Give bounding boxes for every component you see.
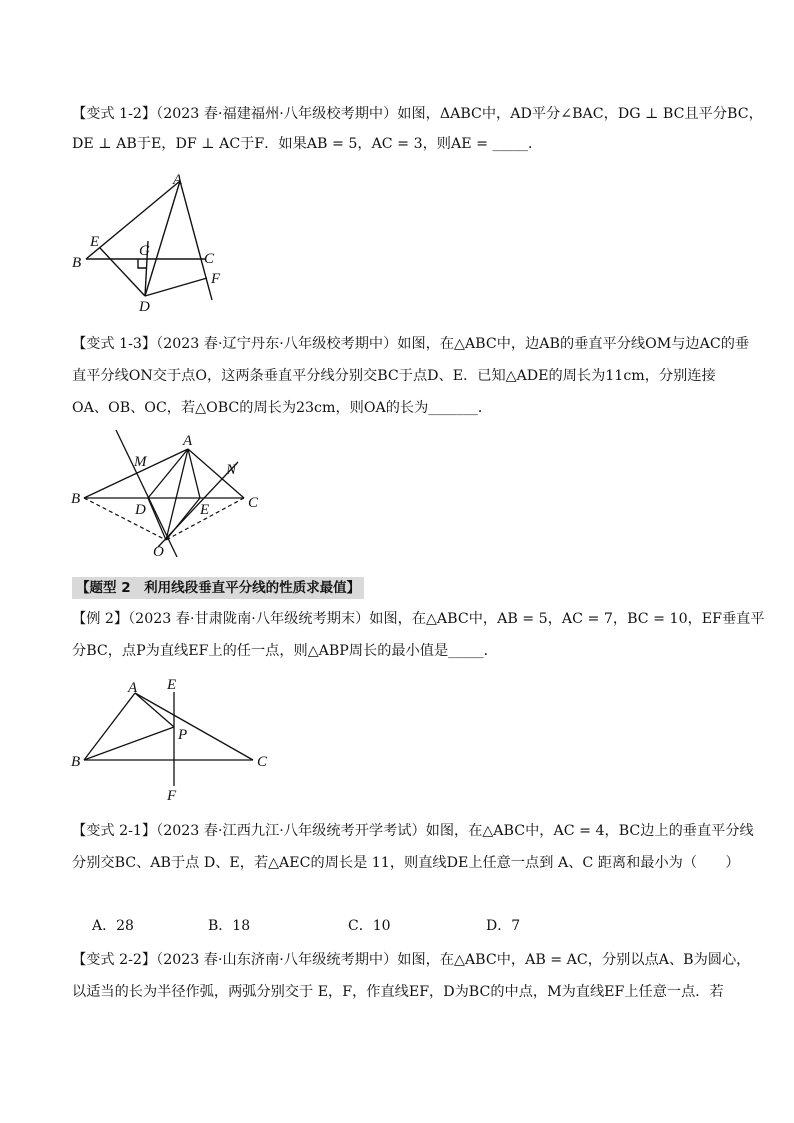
option-a: A．28 [92, 918, 134, 934]
label-E: E [200, 502, 210, 518]
variant-1-2-line1: 【变式 1-2】（2023 春·福建福州·八年级校考期中）如图，ΔABC中，AD平分∠BAC，DG ⊥ BC且平分BC， [72, 106, 763, 122]
figure-1-3 [64, 425, 274, 560]
figure-1-2 [60, 165, 260, 320]
label-F: F [167, 788, 177, 804]
variant-2-2-line1: 【变式 2-2】（2023 春·山东济南·八年级统考期中）如图，在△ABC中，AB = AC，分别以点A、B为圆心， [72, 952, 751, 968]
label-A: A [183, 433, 193, 449]
label-B: B [72, 255, 82, 271]
option-c: C．10 [348, 918, 391, 934]
variant-2-1-line1: 【变式 2-1】（2023 春·江西九江·八年级统考开学考试）如图，在△ABC中，AC = 4，BC边上的垂直平分线 [72, 823, 754, 839]
label-D: D [135, 502, 146, 518]
variant-1-2-line2: DE ⊥ AB于E，DF ⊥ AC于F．如果AB = 5，AC = 3，则AE = _____． [72, 136, 543, 152]
label-C: C [257, 754, 268, 770]
example-2-line2: 分BC，点P为直线EF上的任一点，则△ABP周长的最小值是_____． [72, 643, 498, 659]
label-D: D [139, 299, 150, 315]
label-C: C [204, 251, 215, 267]
label-P: P [178, 727, 188, 743]
variant-2-2-line2: 以适当的长为半径作弧，两弧分别交于 E，F，作直线EF，D为BC的中点，M为直线EF上任意一点．若 [72, 984, 724, 1000]
label-A: A [173, 172, 183, 188]
label-B: B [71, 491, 81, 507]
option-b: B．18 [208, 918, 251, 934]
label-B: B [71, 754, 81, 770]
label-C: C [248, 495, 259, 511]
option-d: D．7 [486, 918, 521, 934]
label-O: O [153, 544, 164, 560]
label-N: N [226, 462, 237, 478]
label-E: E [90, 234, 100, 250]
label-E: E [167, 677, 177, 693]
section-heading-type2: 【题型 2 利用线段垂直平分线的性质求最值】 [72, 577, 364, 599]
figure-example-2 [64, 672, 274, 808]
variant-1-3-line3: OA、OB、OC，若△OBC的周长为23cm，则OA的长为_______． [72, 400, 493, 416]
variant-1-3-line2: 直平分线ON交于点O，这两条垂直平分线分别交BC于点D、E．已知△ADE的周长为11cm，分别连接 [72, 368, 716, 384]
label-A: A [128, 680, 138, 696]
variant-2-1-line2: 分别交BC、AB于点 D、E，若△AEC的周长是 11，则直线DE上任意一点到 A、C 距离和最小为（ ） [72, 855, 740, 871]
label-M: M [134, 454, 147, 470]
example-2-line1: 【例 2】（2023 春·甘肃陇南·八年级统考期末）如图，在△ABC中，AB = 5，AC = 7，BC = 10，EF垂直平 [72, 611, 765, 627]
label-F: F [211, 271, 221, 287]
label-G: G [139, 243, 150, 259]
variant-1-3-line1: 【变式 1-3】（2023 春·辽宁丹东·八年级校考期中）如图，在△ABC中，边AB的垂直平分线OM与边AC的垂 [72, 336, 750, 352]
